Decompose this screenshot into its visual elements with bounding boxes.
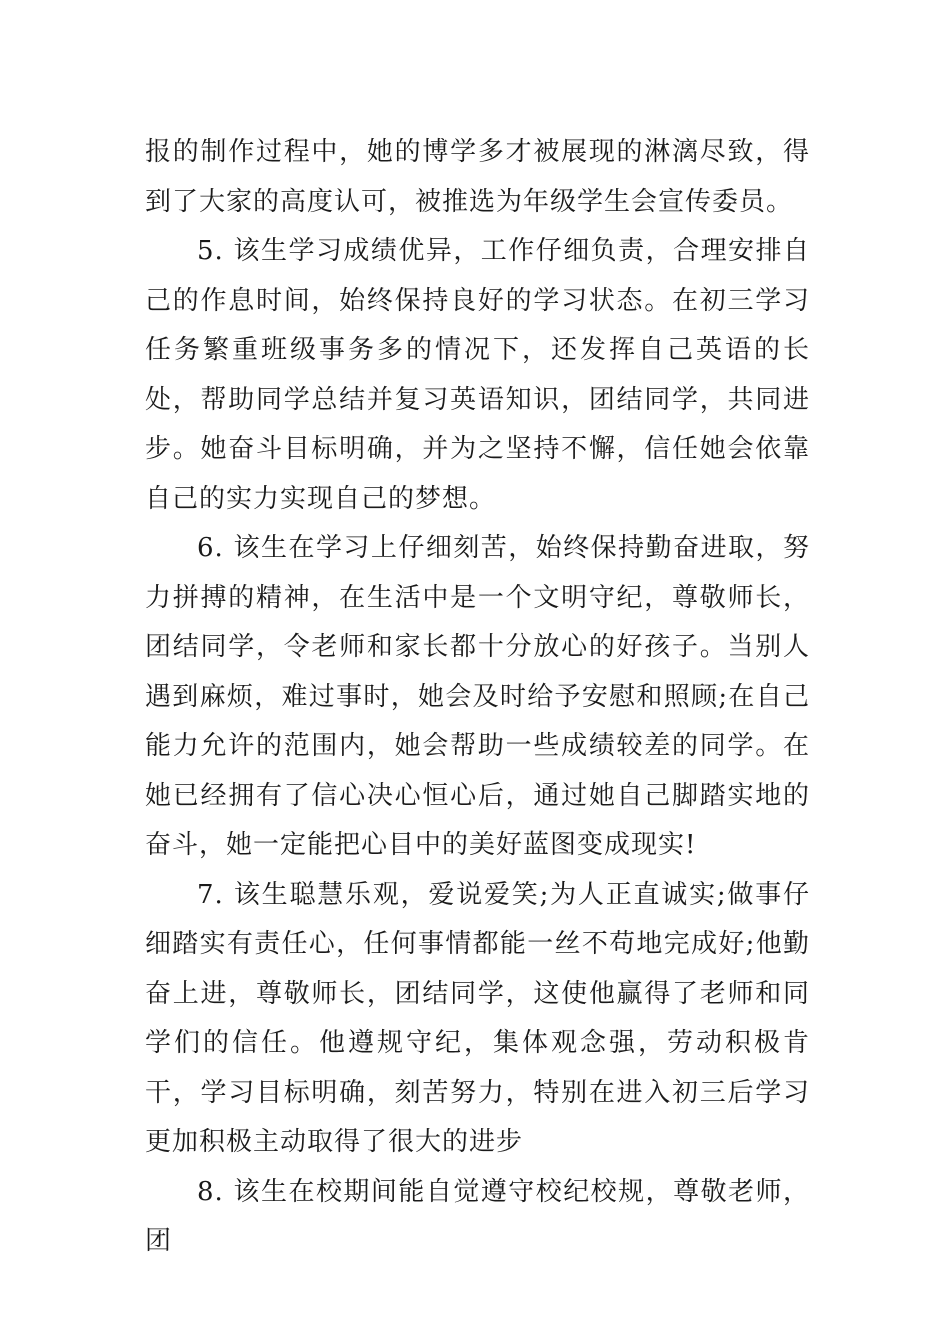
paragraph-item-8: 8. 该生在校期间能自觉遵守校纪校规，尊敬老师，团 [145, 1176, 810, 1256]
paragraph-item-7: 7. 该生聪慧乐观，爱说爱笑;为人正直诚实;做事仔细踏实有责任心，任何事情都能一丝不苟地完成好;他勤奋上进，尊敬师长，团结同学，这使他赢得了老师和同学们的信任。他遵规守纪，集体观念强，劳动积极肯干，学习目标明确，刻苦努力，特别在进入初三后学习更加积极主动取得了很大的进步 [145, 879, 810, 1157]
paragraph-item-6: 6. 该生在学习上仔细刻苦，始终保持勤奋进取，努力拼搏的精神，在生活中是一个文明守纪，尊敬师长，团结同学，令老师和家长都十分放心的好孩子。当别人遇到麻烦，难过事时，她会及时给予安慰和照顾;在自己能力允许的范围内，她会帮助一些成绩较差的同学。在她已经拥有了信心决心恒心后，通过她自己脚踏实地的奋斗，她一定能把心目中的美好蓝图变成现实! [145, 533, 810, 860]
paragraph-continuation: 报的制作过程中，她的博学多才被展现的淋漓尽致，得到了大家的高度认可，被推选为年级学生会宣传委员。 [145, 137, 810, 217]
document-body [145, 128, 810, 1267]
paragraph-item-5: 5. 该生学习成绩优异，工作仔细负责，合理安排自己的作息时间，始终保持良好的学习状态。在初三学习任务繁重班级事务多的情况下，还发挥自己英语的长处，帮助同学总结并复习英语知识，团结同学，共同进步。她奋斗目标明确，并为之坚持不懈，信任她会依靠自己的实力实现自己的梦想。 [145, 236, 810, 514]
